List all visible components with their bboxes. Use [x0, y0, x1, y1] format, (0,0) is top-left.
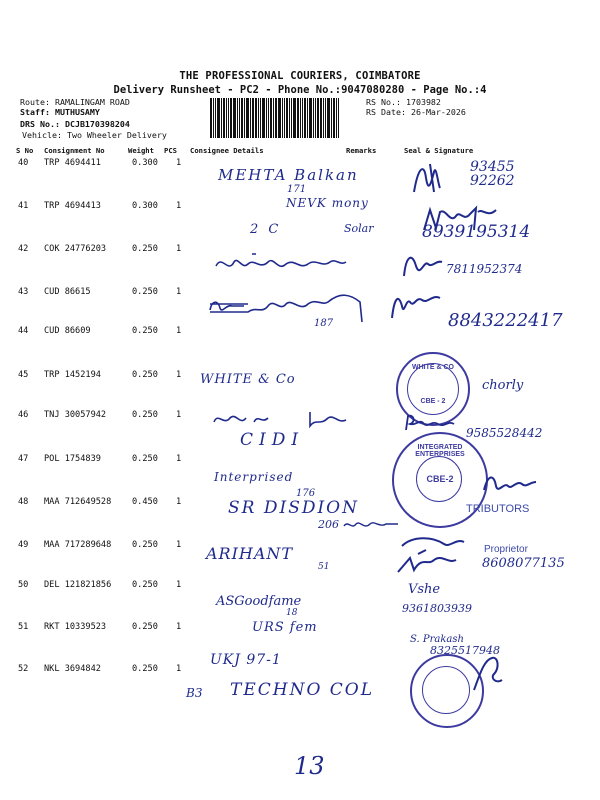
runsheet-title: THE PROFESSIONAL COURIERS, COIMBATORE [179, 70, 421, 82]
row-pcs: 1 [176, 244, 182, 254]
row-consignment: CUD 86615 [44, 287, 91, 297]
rs-date: RS Date: 26-Mar-2026 [366, 107, 466, 117]
row-pcs: 1 [176, 497, 182, 507]
col-weight: Weight [128, 146, 154, 155]
col-pcs: PCS [164, 146, 177, 155]
row-pcs: 1 [176, 454, 182, 464]
proprietor-stamp-text: Proprietor [484, 544, 528, 555]
signature-r46 [402, 412, 458, 434]
hw-r41-2c: 2 C [250, 222, 282, 237]
row-consignment: TNJ 30057942 [44, 410, 107, 420]
row-weight: 0.450 [132, 497, 158, 507]
hw-r48-num2: 206 [318, 518, 339, 531]
row-sno: 50 [18, 580, 29, 590]
hw-r46-tamil [210, 408, 350, 430]
row-pcs: 1 [176, 580, 182, 590]
hw-r42-tamil [212, 252, 352, 276]
row-pcs: 1 [176, 410, 182, 420]
row-pcs: 1 [176, 664, 182, 674]
signature-r47 [480, 470, 540, 496]
row-pcs: 1 [176, 370, 182, 380]
row-weight: 0.250 [132, 454, 158, 464]
hw-r41-name: NEVK mony [286, 196, 369, 210]
hw-r50-sig: Vshe [408, 582, 441, 597]
hw-r43-num: 187 [314, 318, 334, 329]
hw-r40-num: 171 [287, 184, 307, 195]
row-pcs: 1 [176, 540, 182, 550]
signature-r49 [392, 526, 492, 576]
hw-r40-phone: 93455 92262 [470, 159, 515, 189]
row-sno: 42 [18, 244, 29, 254]
row-sno: 49 [18, 540, 29, 550]
stamp-integrated-name: INTEGRATED ENTERPRISES [415, 444, 465, 458]
hw-r40-name: MEHTA Balkan [218, 166, 359, 184]
hw-r49-name: ARIHANT [206, 544, 294, 563]
route: Route: RAMALINGAM ROAD [20, 97, 130, 107]
hw-r49-num: 51 [318, 562, 330, 572]
row-pcs: 1 [176, 158, 182, 168]
hw-r48-num: 176 [296, 488, 316, 499]
signature-r42 [398, 250, 448, 280]
hw-r51-name: URS fem [252, 620, 318, 635]
row-sno: 43 [18, 287, 29, 297]
signature-r40 [404, 158, 454, 198]
row-pcs: 1 [176, 622, 182, 632]
row-weight: 0.250 [132, 622, 158, 632]
row-sno: 46 [18, 410, 29, 420]
hw-r51-sig: S. Prakash [410, 634, 464, 645]
hw-r49-phone: 8608077135 [482, 556, 565, 571]
col-consignee: Consignee Details [190, 146, 264, 155]
table-row [0, 664, 600, 678]
staff: Staff: MUTHUSAMY [20, 107, 100, 117]
row-consignment: TRP 4694413 [44, 201, 101, 211]
distributors-stamp-text: TRIBUTORS [466, 503, 530, 515]
table-row [0, 454, 600, 468]
hw-r51-num: 18 [286, 608, 298, 618]
table-row [0, 580, 600, 594]
barcode [210, 98, 362, 138]
hw-r45-name: WHITE & Co [200, 372, 296, 387]
stamp-white-co-city: CBE - 2 [420, 398, 446, 405]
hw-r51-phone: 8325517948 [430, 644, 500, 657]
row-consignment: TRP 4694411 [44, 158, 101, 168]
row-sno: 51 [18, 622, 29, 632]
row-sno: 40 [18, 158, 29, 168]
hw-r52-name: UKJ 97-1 [210, 652, 282, 668]
hw-r46-cidi: CIDI [240, 430, 305, 450]
hw-r47-name: Interprised [214, 470, 294, 484]
row-sno: 52 [18, 664, 29, 674]
hw-r42-phone: 7811952374 [446, 262, 523, 276]
hw-r43-name [204, 288, 374, 328]
row-pcs: 1 [176, 201, 182, 211]
row-weight: 0.250 [132, 287, 158, 297]
hw-r44-phone: 8843222417 [448, 310, 563, 331]
row-consignment: MAA 712649528 [44, 497, 112, 507]
col-seal-signature: Seal & Signature [404, 146, 474, 155]
stamp-integrated-city: CBE-2 [426, 474, 454, 484]
row-weight: 0.300 [132, 158, 158, 168]
row-pcs: 1 [176, 287, 182, 297]
row-weight: 0.250 [132, 326, 158, 336]
row-sno: 44 [18, 326, 29, 336]
row-weight: 0.250 [132, 580, 158, 590]
vehicle: Vehicle: Two Wheeler Delivery [22, 130, 167, 140]
row-sno: 41 [18, 201, 29, 211]
row-consignment: CUD 86609 [44, 326, 91, 336]
hw-r52-b3: B3 [186, 686, 203, 700]
row-sno: 48 [18, 497, 29, 507]
row-pcs: 1 [176, 326, 182, 336]
signature-r43 [388, 288, 448, 322]
hw-r41-phone: 8939195314 [422, 222, 531, 242]
col-consignment: Consignment No [44, 146, 105, 155]
row-consignment: DEL 121821856 [44, 580, 112, 590]
col-remarks: Remarks [346, 146, 377, 155]
row-weight: 0.250 [132, 410, 158, 420]
rs-number: RS No.: 1703982 [366, 97, 441, 107]
row-consignment: NKL 3694842 [44, 664, 101, 674]
drs-number: DRS No.: DCJB170398204 [20, 119, 130, 129]
runsheet-subtitle: Delivery Runsheet - PC2 - Phone No.:9047080280 - Page No.:4 [113, 84, 487, 96]
hw-r41-solar: Solar [344, 222, 374, 235]
row-weight: 0.250 [132, 244, 158, 254]
row-weight: 0.250 [132, 540, 158, 550]
hw-r50-phone: 9361803939 [402, 602, 472, 615]
row-sno: 45 [18, 370, 29, 380]
row-sno: 47 [18, 454, 29, 464]
row-weight: 0.250 [132, 370, 158, 380]
hw-r52-company: TECHNO COL [230, 680, 375, 700]
hw-r48-name: SR DISDION [228, 498, 359, 518]
hw-r45-sig: chorly [482, 378, 524, 393]
stamp-white-co-name: WHITE & CO [412, 364, 454, 371]
row-weight: 0.250 [132, 664, 158, 674]
hw-r46-phone: 9585528442 [466, 426, 543, 440]
row-consignment: RKT 10339523 [44, 622, 107, 632]
hw-r50-name: ASGoodfame [216, 594, 302, 609]
row-weight: 0.300 [132, 201, 158, 211]
col-sno: S No [16, 146, 34, 155]
signature-r52 [470, 654, 506, 694]
row-consignment: COK 24776203 [44, 244, 107, 254]
hw-footer-count: 13 [294, 752, 325, 780]
row-consignment: MAA 717289648 [44, 540, 112, 550]
row-consignment: TRP 1452194 [44, 370, 101, 380]
row-consignment: POL 1754839 [44, 454, 101, 464]
